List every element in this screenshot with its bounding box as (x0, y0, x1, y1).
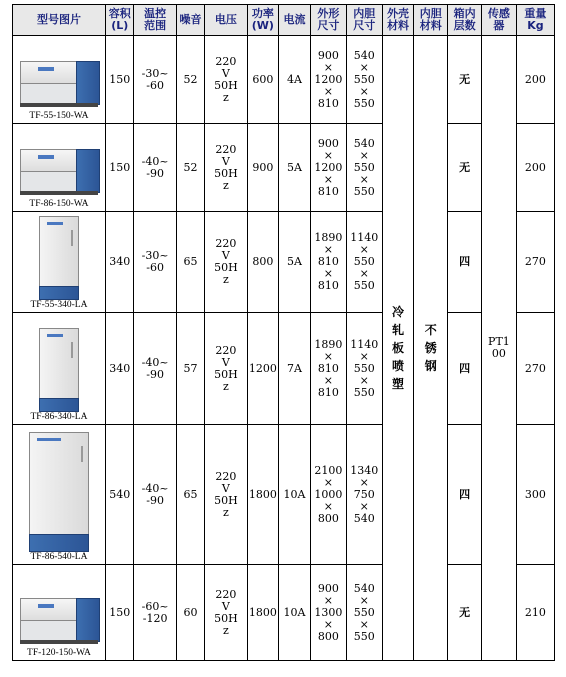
outer-size-cell-line: 1200 (314, 72, 343, 86)
voltage-cell (205, 124, 247, 212)
column-header-line: (L) (111, 19, 129, 32)
outer-size-cell-line: 800 (317, 511, 339, 525)
outer-size-cell (310, 36, 346, 124)
column-header (482, 5, 517, 36)
column-header-line: Kg (527, 19, 544, 32)
liner-material-cell-line: 不 (424, 323, 437, 337)
column-header-line: 尺寸 (317, 19, 340, 32)
model-image-cell (13, 565, 106, 661)
volume-cell: 150 (105, 565, 134, 661)
column-header-line: 型号图片 (36, 13, 81, 26)
column-header-line: 材料 (387, 19, 410, 32)
shell-material-cell-line: 冷 (392, 305, 405, 319)
temp-range-cell-line: -60~ (141, 599, 169, 613)
current-cell: 10A (279, 565, 311, 661)
outer-size-cell-line: 810 (317, 385, 339, 399)
table-row (13, 313, 555, 425)
voltage-cell (205, 212, 247, 313)
power-cell: 900 (247, 124, 279, 212)
model-name: TF-55-150-WA (29, 111, 89, 121)
volume-cell: 150 (105, 124, 134, 212)
sensor-cell (482, 36, 517, 661)
voltage-cell (205, 565, 247, 661)
freezer-image (39, 216, 79, 300)
voltage-cell-line: 50H (214, 166, 238, 180)
outer-size-cell (310, 313, 346, 425)
column-header-line: 功率 (251, 7, 274, 20)
inner-size-cell-line: × (359, 267, 369, 280)
sensor-cell-line: PT1 (488, 335, 510, 348)
voltage-cell (205, 36, 247, 124)
column-header (247, 5, 279, 36)
shell-material-cell-line: 塑 (392, 377, 405, 391)
column-header (279, 5, 311, 36)
temp-range-cell-line: -30~ (141, 66, 169, 80)
noise-cell: 65 (176, 425, 205, 565)
outer-size-cell-line: 1200 (314, 160, 343, 174)
inner-size-cell-line: 550 (353, 385, 375, 399)
outer-size-cell (310, 565, 346, 661)
freezer-image (18, 139, 100, 199)
voltage-cell (205, 313, 247, 425)
power-cell: 800 (247, 212, 279, 313)
voltage-cell-line: 50H (214, 367, 238, 381)
power-cell: 1800 (247, 565, 279, 661)
outer-size-cell-line: 900 (317, 136, 339, 150)
volume-cell: 150 (105, 36, 134, 124)
temp-range-cell-line: -40~ (141, 481, 169, 495)
voltage-cell-line: z (222, 178, 229, 192)
column-header (346, 5, 382, 36)
temp-range-cell-line: -90 (146, 166, 164, 180)
inner-size-cell-line: × (359, 172, 369, 186)
voltage-cell-line: 220 (215, 587, 237, 601)
outer-size-cell-line: × (323, 267, 333, 280)
voltage-cell-line: z (222, 273, 229, 286)
model-name: TF-86-340-LA (30, 412, 88, 422)
inner-size-cell-line: 550 (353, 361, 375, 375)
inner-size-cell (346, 36, 382, 124)
temp-range-cell-line: -120 (142, 611, 168, 625)
inner-size-cell-line: × (359, 60, 369, 74)
model-name: TF-55-340-LA (30, 300, 88, 310)
outer-size-cell-line: × (323, 617, 333, 631)
shell-material-cell (382, 36, 414, 661)
freezer-image (18, 51, 100, 111)
voltage-cell-line: z (222, 90, 229, 104)
outer-size-cell-line: 800 (317, 629, 339, 643)
header-row (13, 5, 555, 36)
inner-size-cell (346, 425, 382, 565)
layers-cell: 四 (448, 313, 482, 425)
model-name: TF-86-540-LA (30, 552, 88, 562)
weight-cell: 210 (516, 565, 554, 661)
noise-cell: 60 (176, 565, 205, 661)
inner-size-cell-line: 1140 (350, 231, 379, 244)
freezer-image (39, 328, 79, 412)
column-header (13, 5, 106, 36)
temp-range-cell (134, 565, 176, 661)
inner-size-cell-line: 550 (353, 72, 375, 86)
column-header (382, 5, 414, 36)
outer-size-cell-line: × (323, 84, 333, 98)
voltage-cell-line: 220 (215, 469, 237, 483)
outer-size-cell-line: 810 (317, 184, 339, 198)
column-header (176, 5, 205, 36)
current-cell: 5A (279, 124, 311, 212)
liner-material-cell-line: 钢 (424, 359, 437, 373)
layers-cell: 四 (448, 425, 482, 565)
outer-size-cell-line: × (323, 593, 333, 607)
inner-size-cell-line: × (359, 499, 369, 513)
model-image-cell (13, 313, 106, 425)
freezer-image (18, 588, 100, 648)
outer-size-cell-line: × (323, 475, 333, 489)
inner-size-cell-line: × (359, 148, 369, 162)
liner-material-cell-line: 锈 (424, 341, 437, 355)
voltage-cell-line: 50H (214, 261, 238, 274)
outer-size-cell-line: 810 (317, 96, 339, 110)
inner-size-cell-line: 1140 (350, 337, 379, 351)
voltage-cell-line: 50H (214, 611, 238, 625)
model-image-cell (13, 36, 106, 124)
sensor-cell-line: 00 (491, 347, 506, 360)
voltage-cell-line: V (221, 154, 230, 168)
voltage-cell-line: 220 (215, 142, 237, 156)
inner-size-cell (346, 565, 382, 661)
volume-cell: 540 (105, 425, 134, 565)
temp-range-cell (134, 36, 176, 124)
current-cell: 10A (279, 425, 311, 565)
temp-range-cell-line: -40~ (141, 355, 169, 369)
spec-table (12, 4, 555, 661)
column-header-line: 箱内 (453, 7, 476, 20)
noise-cell: 57 (176, 313, 205, 425)
column-header-line: 电压 (214, 13, 237, 26)
voltage-cell (205, 425, 247, 565)
voltage-cell-line: 50H (214, 493, 238, 507)
column-header (448, 5, 482, 36)
voltage-cell-line: 220 (215, 343, 237, 357)
temp-range-cell-line: -90 (146, 367, 164, 381)
column-header-line: 外形 (317, 7, 340, 20)
inner-size-cell-line: 750 (353, 487, 375, 501)
weight-cell: 270 (516, 313, 554, 425)
outer-size-cell-line: 900 (317, 48, 339, 62)
voltage-cell-line: V (221, 66, 230, 80)
column-header-line: 电流 (283, 13, 306, 26)
voltage-cell-line: z (222, 623, 229, 637)
outer-size-cell-line: 810 (317, 361, 339, 375)
current-cell: 5A (279, 212, 311, 313)
liner-material-cell (414, 36, 448, 661)
layers-cell: 无 (448, 565, 482, 661)
power-cell: 600 (247, 36, 279, 124)
outer-size-cell (310, 124, 346, 212)
outer-size-cell-line: × (323, 499, 333, 513)
table-row (13, 565, 555, 661)
outer-size-cell-line: 1300 (314, 605, 343, 619)
outer-size-cell-line: × (323, 349, 333, 363)
model-name: TF-86-150-WA (29, 199, 89, 209)
outer-size-cell-line: 1890 (314, 231, 343, 244)
column-header-line: 重量 (524, 7, 547, 20)
column-header-line: 内胆 (419, 7, 442, 20)
voltage-cell-line: 220 (215, 237, 237, 250)
outer-size-cell-line: × (323, 373, 333, 387)
outer-size-cell (310, 212, 346, 313)
voltage-cell-line: z (222, 379, 229, 393)
column-header-line: 外壳 (387, 7, 410, 20)
inner-size-cell-line: 550 (353, 96, 375, 110)
column-header-line: 层数 (453, 19, 476, 32)
voltage-cell-line: V (221, 249, 230, 262)
column-header-line: 容积 (108, 7, 131, 20)
inner-size-cell-line: 550 (353, 605, 375, 619)
voltage-cell-line: 220 (215, 54, 237, 68)
inner-size-cell (346, 124, 382, 212)
layers-cell: 无 (448, 124, 482, 212)
current-cell: 4A (279, 36, 311, 124)
outer-size-cell-line: × (323, 243, 333, 256)
table-row (13, 212, 555, 313)
temp-range-cell-line: -40~ (141, 154, 169, 168)
inner-size-cell-line: 550 (353, 184, 375, 198)
outer-size-cell-line: 900 (317, 581, 339, 595)
weight-cell: 270 (516, 212, 554, 313)
current-cell: 7A (279, 313, 311, 425)
inner-size-cell-line: 550 (353, 160, 375, 174)
inner-size-cell-line: 550 (353, 629, 375, 643)
temp-range-cell (134, 124, 176, 212)
outer-size-cell-line: 1890 (314, 337, 343, 351)
column-header (205, 5, 247, 36)
layers-cell: 无 (448, 36, 482, 124)
outer-size-cell-line: × (323, 148, 333, 162)
model-name: TF-120-150-WA (27, 648, 91, 658)
column-header-line: 传感 (487, 7, 510, 20)
column-header (310, 5, 346, 36)
power-cell: 1200 (247, 313, 279, 425)
inner-size-cell (346, 313, 382, 425)
inner-size-cell-line: 1340 (350, 463, 379, 477)
temp-range-cell (134, 212, 176, 313)
inner-size-cell-line: 550 (353, 255, 375, 268)
voltage-cell-line: V (221, 599, 230, 613)
temp-range-cell-line: -60 (146, 261, 164, 274)
outer-size-cell (310, 425, 346, 565)
table-row (13, 425, 555, 565)
inner-size-cell (346, 212, 382, 313)
model-image-cell (13, 425, 106, 565)
column-header-line: 器 (493, 19, 505, 32)
inner-size-cell-line: 540 (353, 136, 375, 150)
temp-range-cell-line: -90 (146, 493, 164, 507)
column-header (414, 5, 448, 36)
shell-material-cell-line: 板 (392, 341, 405, 355)
inner-size-cell-line: 540 (353, 511, 375, 525)
column-header-line: 材料 (419, 19, 442, 32)
volume-cell: 340 (105, 212, 134, 313)
inner-size-cell-line: × (359, 373, 369, 387)
column-header-line: 范围 (144, 19, 167, 32)
table-row (13, 124, 555, 212)
temp-range-cell-line: -60 (146, 78, 164, 92)
column-header (516, 5, 554, 36)
voltage-cell-line: V (221, 355, 230, 369)
power-cell: 1800 (247, 425, 279, 565)
outer-size-cell-line: 810 (317, 279, 339, 292)
noise-cell: 52 (176, 124, 205, 212)
weight-cell: 300 (516, 425, 554, 565)
voltage-cell-line: V (221, 481, 230, 495)
column-header-line: 噪音 (179, 13, 202, 26)
noise-cell: 65 (176, 212, 205, 313)
volume-cell: 340 (105, 313, 134, 425)
inner-size-cell-line: × (359, 243, 369, 256)
weight-cell: 200 (516, 36, 554, 124)
voltage-cell-line: 50H (214, 78, 238, 92)
temp-range-cell (134, 313, 176, 425)
column-header-line: 温控 (144, 7, 167, 20)
shell-material-cell-line: 轧 (392, 323, 405, 337)
layers-cell: 四 (448, 212, 482, 313)
column-header-line: 内胆 (353, 7, 376, 20)
noise-cell: 52 (176, 36, 205, 124)
temp-range-cell-line: -30~ (141, 249, 169, 262)
outer-size-cell-line: 2100 (314, 463, 343, 477)
column-header-line: 尺寸 (353, 19, 376, 32)
temp-range-cell (134, 425, 176, 565)
weight-cell: 200 (516, 124, 554, 212)
table-row (13, 36, 555, 124)
inner-size-cell-line: × (359, 349, 369, 363)
column-header (134, 5, 176, 36)
voltage-cell-line: z (222, 505, 229, 519)
outer-size-cell-line: 1000 (314, 487, 343, 501)
column-header-line: (W) (251, 19, 274, 32)
inner-size-cell-line: × (359, 475, 369, 489)
shell-material-cell-line: 喷 (392, 359, 405, 373)
outer-size-cell-line: × (323, 60, 333, 74)
model-image-cell (13, 124, 106, 212)
outer-size-cell-line: 810 (317, 255, 339, 268)
freezer-image (29, 432, 89, 552)
inner-size-cell-line: 550 (353, 279, 375, 292)
column-header (105, 5, 134, 36)
inner-size-cell-line: × (359, 84, 369, 98)
model-image-cell (13, 212, 106, 313)
outer-size-cell-line: × (323, 172, 333, 186)
inner-size-cell-line: 540 (353, 48, 375, 62)
inner-size-cell-line: 540 (353, 581, 375, 595)
inner-size-cell-line: × (359, 593, 369, 607)
inner-size-cell-line: × (359, 617, 369, 631)
